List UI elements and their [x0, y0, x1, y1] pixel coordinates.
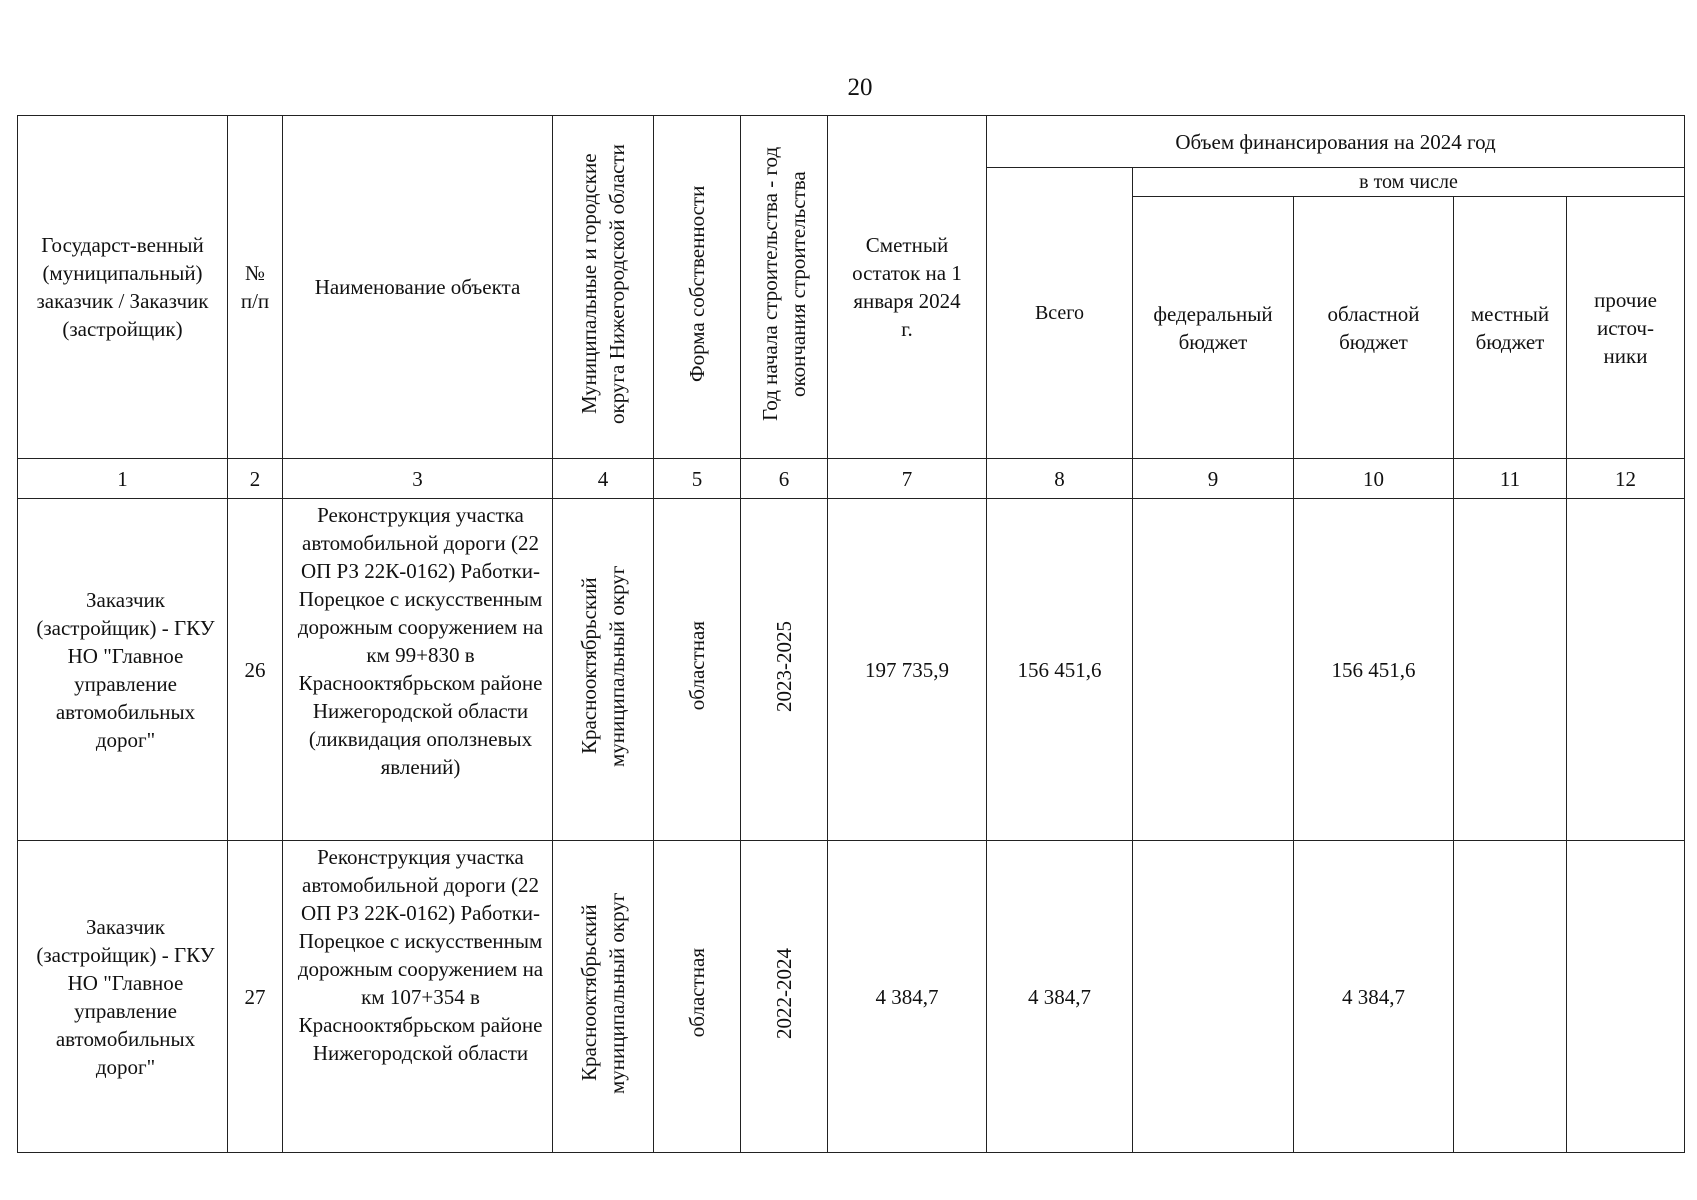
federal-cell [1133, 499, 1294, 841]
row-number-cell: 26 [228, 499, 283, 841]
header-regional: областной бюджет [1294, 197, 1454, 459]
header-local: местный бюджет [1454, 197, 1567, 459]
federal-cell [1133, 841, 1294, 1153]
column-number: 6 [741, 459, 828, 499]
ownership-cell: областная [654, 499, 741, 841]
column-number: 1 [18, 459, 228, 499]
balance-cell: 197 735,9 [828, 499, 987, 841]
header-total: Всего [987, 168, 1133, 459]
table-row [18, 499, 1685, 841]
header-funding-group: Объем финансирования на 2024 год [987, 116, 1685, 168]
column-number: 2 [228, 459, 283, 499]
balance-cell: 4 384,7 [828, 841, 987, 1153]
local-cell [1454, 499, 1567, 841]
header-row [18, 116, 1685, 168]
header-estimate-balance: Сметный остаток на 1 января 2024 г. [828, 116, 987, 459]
ownership-cell: областная [654, 841, 741, 1153]
other-cell [1567, 841, 1685, 1153]
other-cell [1567, 499, 1685, 841]
header-including: в том числе [1133, 168, 1685, 197]
table-row [18, 841, 1685, 1153]
column-number: 12 [1567, 459, 1685, 499]
column-number: 11 [1454, 459, 1567, 499]
district-cell: Краснооктябрьский муниципальный округ [553, 499, 654, 841]
years-cell: 2023-2025 [741, 499, 828, 841]
row-number-cell: 27 [228, 841, 283, 1153]
customer-cell: Заказчик (застройщик) - ГКУ НО "Главное управление автомобильных дорог" [18, 841, 228, 1153]
district-cell: Краснооктябрьский муниципальный округ [553, 841, 654, 1153]
header-object-name: Наименование объекта [283, 116, 553, 459]
column-number: 7 [828, 459, 987, 499]
column-number: 5 [654, 459, 741, 499]
financing-table [17, 115, 1685, 1153]
header-ownership: Форма собственности [654, 116, 741, 459]
column-number: 3 [283, 459, 553, 499]
years-cell: 2022-2024 [741, 841, 828, 1153]
column-number: 9 [1133, 459, 1294, 499]
column-number-row [18, 459, 1685, 499]
header-years: Год начала строительства - год окончания строительства [741, 116, 828, 459]
column-number: 8 [987, 459, 1133, 499]
column-number: 10 [1294, 459, 1454, 499]
page-number: 20 [847, 74, 873, 101]
total-cell: 4 384,7 [987, 841, 1133, 1153]
customer-cell: Заказчик (застройщик) - ГКУ НО "Главное управление автомобильных дорог" [18, 499, 228, 841]
total-cell: 156 451,6 [987, 499, 1133, 841]
header-other: прочие источ-ники [1567, 197, 1685, 459]
column-number: 4 [553, 459, 654, 499]
local-cell [1454, 841, 1567, 1153]
header-customer: Государст-венный (муниципальный) заказчик / Заказчик (застройщик) [18, 116, 228, 459]
header-district: Муниципальные и городские округа Нижегородской области [553, 116, 654, 459]
object-name-cell: Реконструкция участка автомобильной дороги (22 ОП РЗ 22К-0162) Работки-Порецкое с искусственным дорожным сооружением на км 107+354 в Краснооктябрьском районе Нижегородской области [283, 841, 553, 1153]
regional-cell: 156 451,6 [1294, 499, 1454, 841]
header-number: № п/п [228, 116, 283, 459]
regional-cell: 4 384,7 [1294, 841, 1454, 1153]
object-name-cell: Реконструкция участка автомобильной дороги (22 ОП РЗ 22К-0162) Работки-Порецкое с искусственным дорожным сооружением на км 99+830 в Краснооктябрьском районе Нижегородской области (ликвидация оползневых явлений) [283, 499, 553, 841]
header-federal: федеральный бюджет [1133, 197, 1294, 459]
